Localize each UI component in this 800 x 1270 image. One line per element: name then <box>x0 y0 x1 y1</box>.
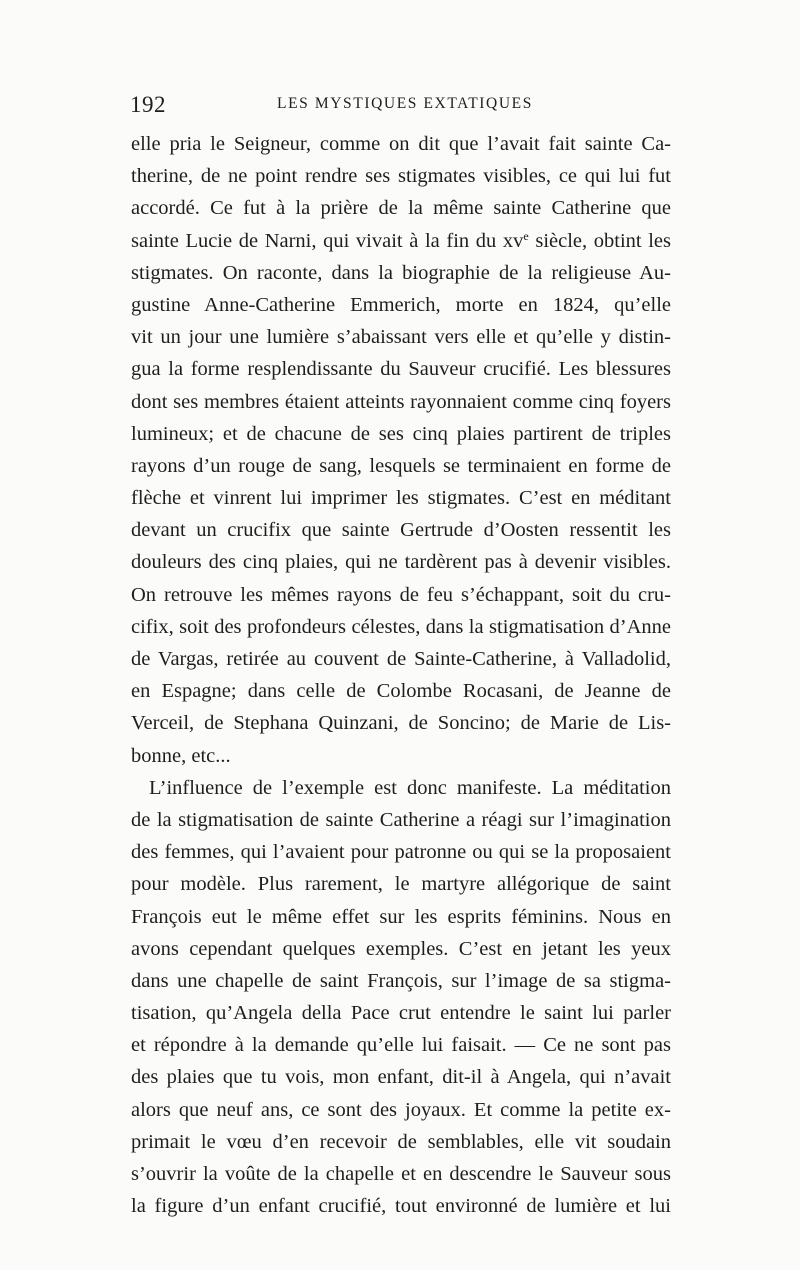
text-line: accordé. Ce fut à la prière de la même sainte Catherine que <box>131 197 671 220</box>
text-line: dans une chapelle de saint François, sur l’image de sa stigma- <box>131 969 671 992</box>
text-line: stigmates. On raconte, dans la biographie de la religieuse Au- <box>131 261 671 284</box>
text-line: des plaies que tu vois, mon enfant, dit-il à Angela, qui n’avait <box>131 1066 671 1089</box>
body-text <box>131 128 671 1222</box>
text-line-part: siècle, obtint les <box>528 229 671 252</box>
text-line: pour modèle. Plus rarement, le martyre allégorique de saint <box>131 873 671 896</box>
text-line: des femmes, qui l’avaient pour patronne ou qui se la proposaient <box>131 841 671 864</box>
text-line: L’influence de l’exemple est donc manifeste. La méditation <box>149 776 671 799</box>
text-line: avons cependant quelques exemples. C’est en jetant les yeux <box>131 937 671 960</box>
text-line: bonne, etc... <box>131 744 231 767</box>
text-line: de la stigmatisation de sainte Catherine a réagi sur l’imagination <box>131 808 671 831</box>
text-line: cifix, soit des profondeurs célestes, dans la stigmatisation d’Anne <box>131 615 671 638</box>
text-line: gua la forme resplendissante du Sauveur crucifié. Les blessures <box>131 358 671 381</box>
text-line: la figure d’un enfant crucifié, tout environné de lumière et lui <box>131 1195 671 1218</box>
text-line: François eut le même effet sur les esprits féminins. Nous en <box>131 905 671 928</box>
text-line: s’ouvrir la voûte de la chapelle et en descendre le Sauveur sous <box>131 1163 671 1185</box>
text-line: gustine Anne-Catherine Emmerich, morte en 1824, qu’elle <box>131 293 671 316</box>
running-title: LES MYSTIQUES EXTATIQUES <box>277 95 533 112</box>
text-line: devant un crucifix que sainte Gertrude d’Oosten ressentit les <box>131 519 671 542</box>
text-line: douleurs des cinq plaies, qui ne tardèrent pas à devenir visibles. <box>131 551 671 574</box>
text-line: On retrouve les mêmes rayons de feu s’échappant, soit du cru- <box>131 583 671 606</box>
text-line: primait le vœu d’en recevoir de semblables, elle vit soudain <box>131 1130 671 1153</box>
century-superscript: e <box>523 228 529 243</box>
text-line <box>131 225 671 257</box>
text-line: et répondre à la demande qu’elle lui faisait. — Ce ne sont pas <box>131 1034 671 1057</box>
page-number: 192 <box>130 92 166 117</box>
text-line: elle pria le Seigneur, comme on dit que l’avait fait sainte Ca- <box>131 133 671 155</box>
text-line-part: sainte Lucie de Narni, qui vivait à la fin du xv <box>131 229 524 252</box>
text-line: en Espagne; dans celle de Colombe Rocasani, de Jeanne de <box>131 680 671 703</box>
text-line: therine, de ne point rendre ses stigmates visibles, ce qui lui fut <box>131 165 671 188</box>
text-line: tisation, qu’Angela della Pace crut entendre le saint lui parler <box>131 1002 671 1025</box>
text-line: Verceil, de Stephana Quinzani, de Soncino; de Marie de Lis- <box>131 712 671 735</box>
text-line: de Vargas, retirée au couvent de Sainte-Catherine, à Valladolid, <box>131 648 671 670</box>
text-line: vit un jour une lumière s’abaissant vers elle et qu’elle y distin- <box>131 326 671 349</box>
page-header <box>130 92 672 122</box>
text-line: lumineux; et de chacune de ses cinq plaies partirent de triples <box>131 422 671 445</box>
text-line: dont ses membres étaient atteints rayonnaient comme cinq foyers <box>131 390 671 413</box>
text-line: rayons d’un rouge de sang, lesquels se terminaient en forme de <box>131 454 671 477</box>
text-line: flèche et vinrent lui imprimer les stigmates. C’est en méditant <box>131 487 671 510</box>
text-line: alors que neuf ans, ce sont des joyaux. Et comme la petite ex- <box>131 1098 671 1121</box>
